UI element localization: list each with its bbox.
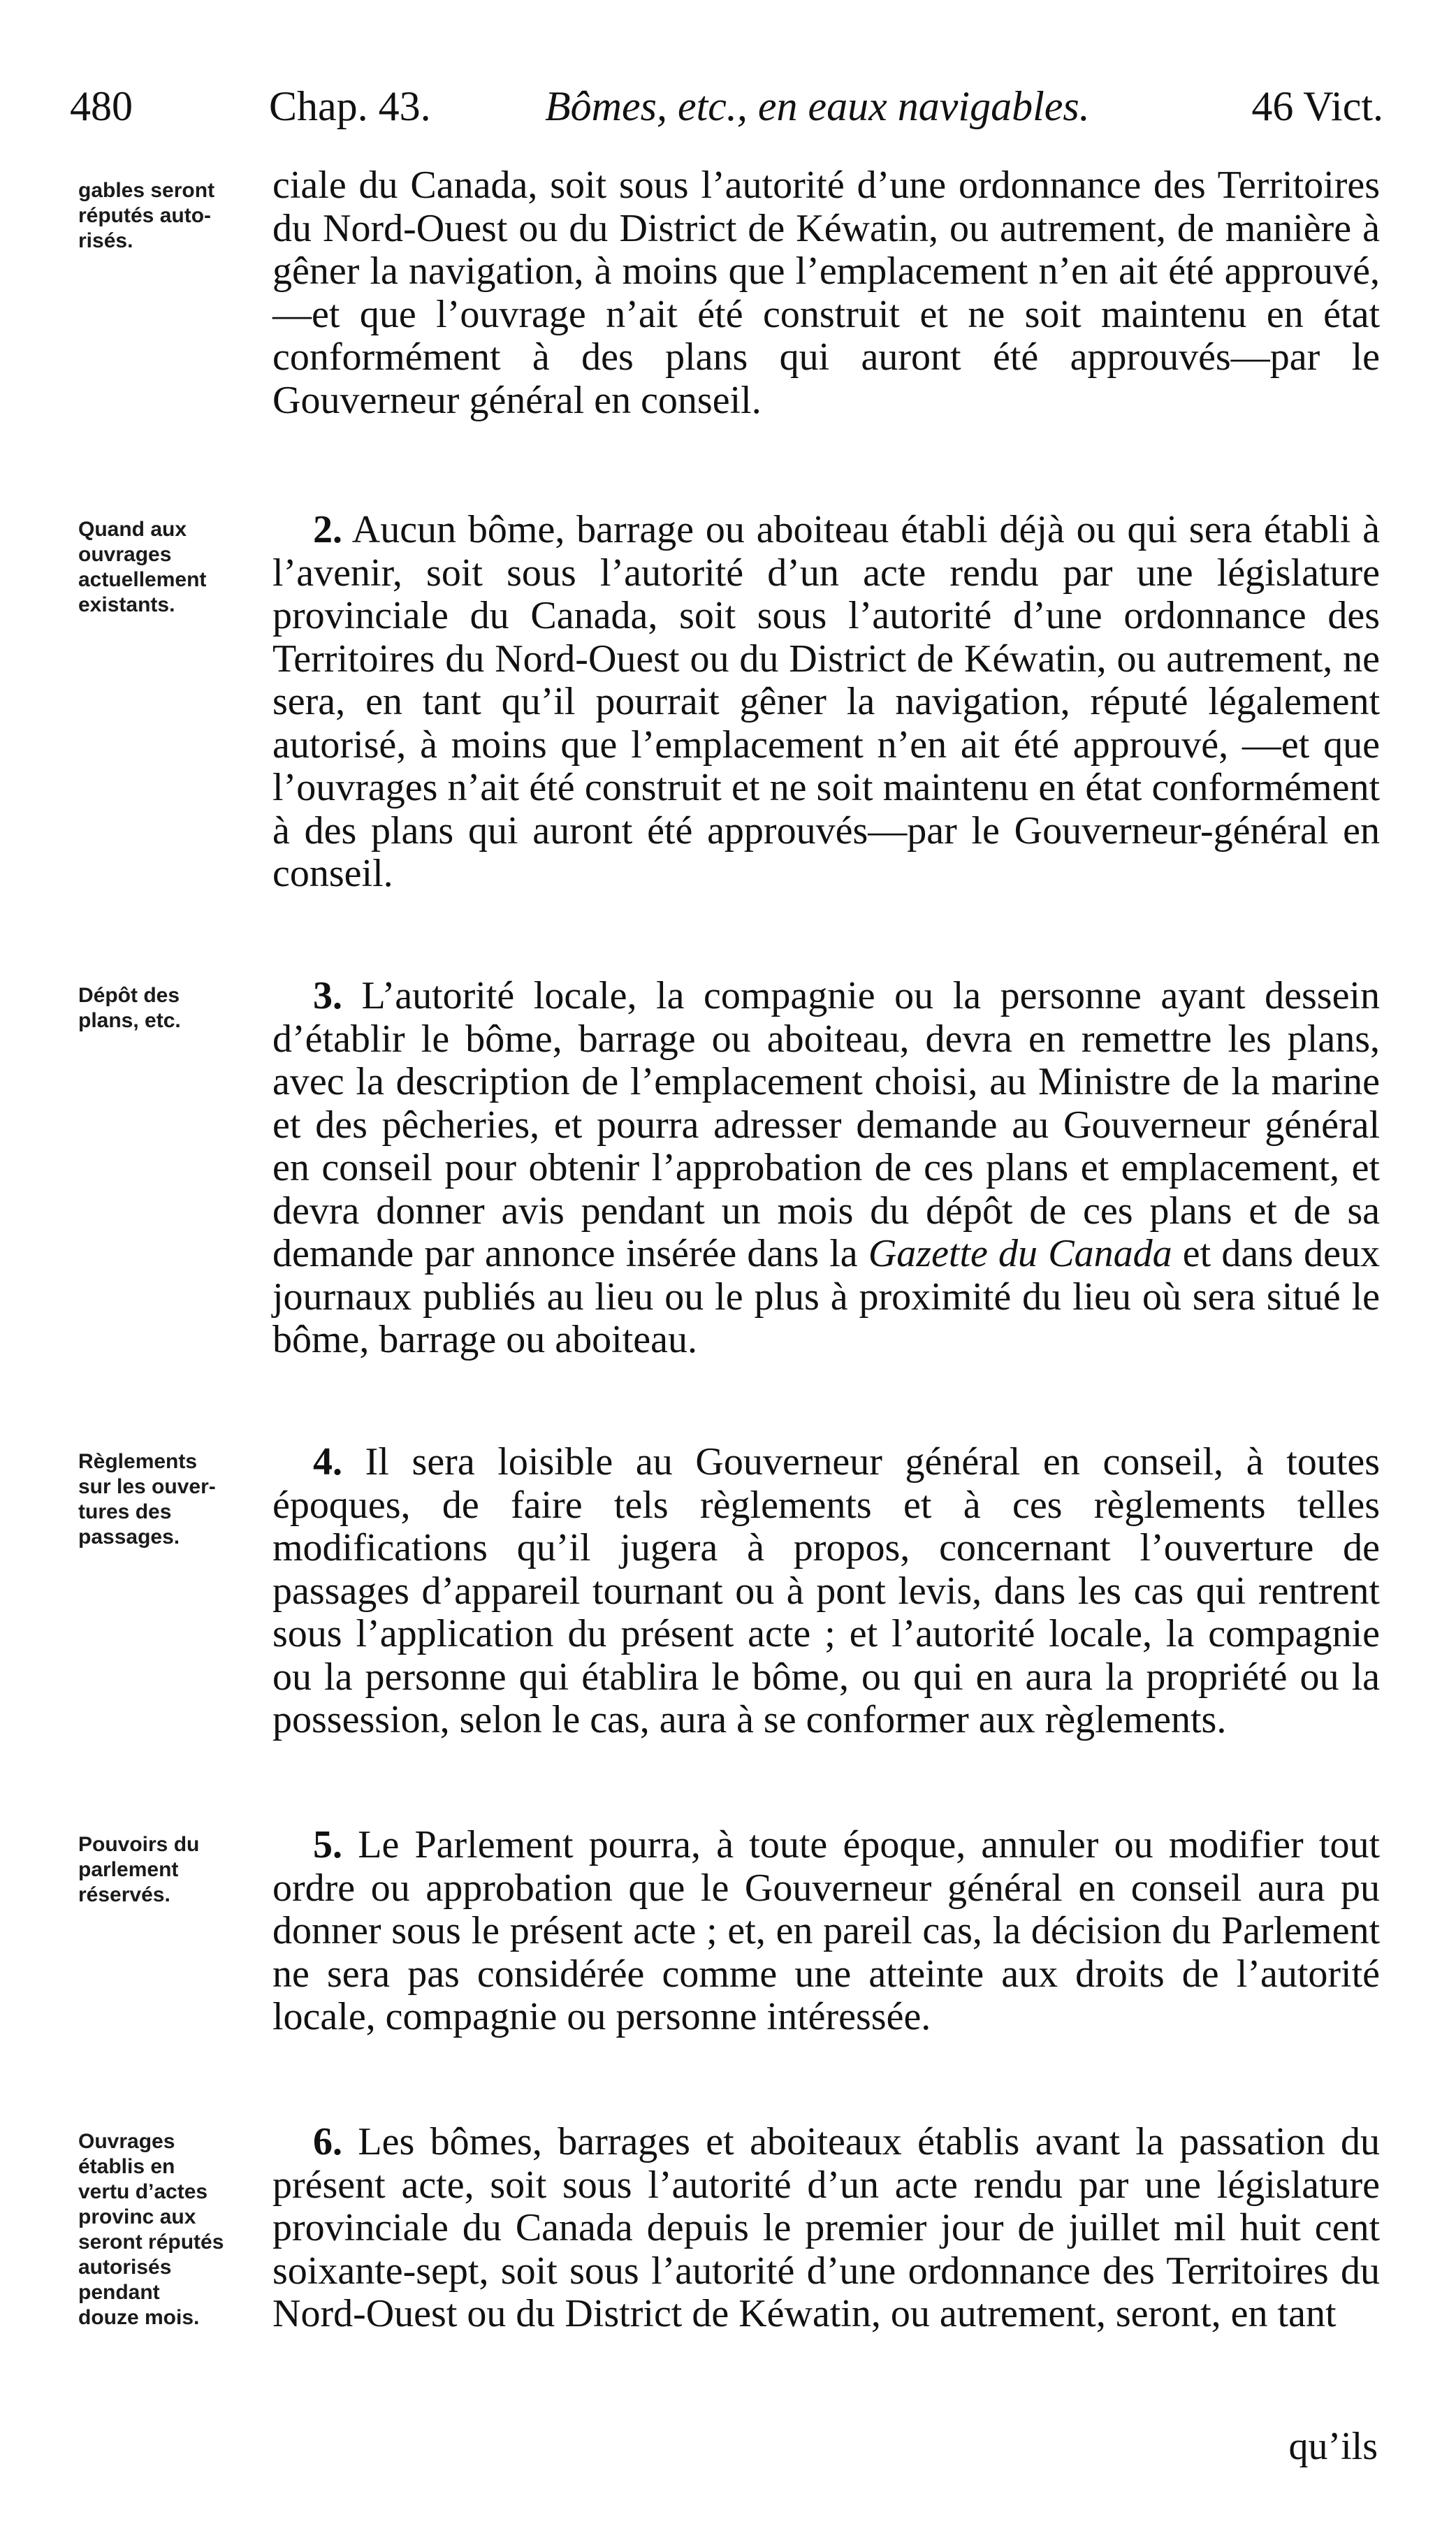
page-number: 480 <box>70 83 133 129</box>
section-number: 2. <box>313 508 342 551</box>
margin-note: Quand aux ouvrages actuellement existants. <box>78 518 207 616</box>
margin-note: Dépôt des plans, etc. <box>78 984 181 1032</box>
margin-note: gables seront réputés auto- risés. <box>78 179 215 252</box>
section-number: 5. <box>313 1823 342 1866</box>
section-text <box>272 164 1380 422</box>
paragraph-text: Le Parlement pourra, à toute époque, annuler ou modifier tout ordre ou approbation que le Gouverneur général en conseil aura pu donner sous le présent acte ; et, en pareil cas, la décision du Parlement ne sera pas considérée comme une atteinte aux droits de l’autorité locale, compagnie ou personne intéressée. <box>272 1823 1380 2038</box>
paragraph-text: Il sera loisible au Gouverneur général en conseil, à toutes époques, de faire tels règlements et à ces règlements telles modifications qu’il jugera à propos, concernant l’ouverture de passages d’appareil tournant ou à pont levis, dans les cas qui rentrent sous l’application du présent acte ; et l’autorité locale, la compagnie ou la personne qui établira le bôme, ou qui en aura la propriété ou la possession, selon le cas, aura à se conformer aux règlements. <box>272 1440 1380 1741</box>
running-title: Bômes, etc., en eaux navigables. <box>545 83 1090 129</box>
margin-note: Ouvrages établis en vertu d’actes provinc aux seront réputés autorisés pendant douze mois. <box>78 2130 224 2329</box>
chapter-label: Chap. 43. <box>269 83 431 129</box>
paragraph-text: L’autorité locale, la compagnie ou la personne ayant dessein d’établir le bôme, barrage ou aboiteau, devra en remettre les plans, avec la description de l’emplacement choisi, au Ministre de la marine et des pêcheries, et pourra adresser demande au Gouverneur général en conseil pour obtenir l’approbation de ces plans et emplacement, et devra donner avis pendant un mois du dépôt de ces plans et de sa demande par annonce insérée dans la <box>272 974 1380 1275</box>
paragraph-text: Les bômes, barrages et aboiteaux établis avant la passation du présent acte, soit sous l’autorité d’un acte rendu par une législature provinciale du Canada depuis le premier jour de juillet mil huit cent soixante-sept, soit sous l’autorité d’une ordonnance des Territoires du Nord-Ouest ou du District de Kéwatin, ou autrement, seront, en tant <box>272 2120 1380 2335</box>
section-text <box>272 975 1380 1362</box>
margin-note: Pouvoirs du parlement réservés. <box>78 1833 200 1906</box>
paragraph-text: ciale du Canada, soit sous l’autorité d’une ordonnance des Territoires du Nord-Ouest ou du District de Kéwatin, ou autrement, de manière à gêner la navigation, à moins que l’emplacement n’en ait été approuvé,—et que l’ouvrage n’ait été construit et ne soit maintenu en état conformément à des plans qui auront été approuvés—par le Gouverneur général en conseil. <box>272 164 1380 422</box>
section-number: 4. <box>313 1440 342 1484</box>
paragraph-text: Aucun bôme, barrage ou aboiteau établi déjà ou qui sera établi à l’avenir, soit sous l’autorité d’un acte rendu par une législature provinciale du Canada, soit sous l’autorité d’une ordonnance des Territoires du Nord-Ouest ou du District de Kéwatin, ou autrement, ne sera, en tant qu’il pourrait gêner la navigation, réputé légalement autorisé, à moins que l’emplacement n’en ait été approuvé, —et que l’ouvrages n’ait été construit et ne soit maintenu en état conformément à des plans qui auront été approuvés—par le Gouverneur-général en conseil. <box>272 508 1380 895</box>
section-text <box>272 1824 1380 2039</box>
paragraph-text-end: et dans deux journaux publiés au lieu ou le plus à proximité du lieu où sera situé le bôme, barrage ou aboiteau. <box>272 1232 1380 1361</box>
margin-note: Règlements sur les ouver- tures des passages. <box>78 1450 216 1549</box>
regnal-year: 46 Vict. <box>1251 83 1383 129</box>
section-text <box>272 1441 1380 1742</box>
catchword: qu’ils <box>1288 2425 1378 2468</box>
section-number: 3. <box>313 974 342 1017</box>
section-number: 6. <box>313 2120 342 2163</box>
section-text <box>272 509 1380 896</box>
section-text <box>272 2121 1380 2336</box>
gazette-title: Gazette du Canada <box>868 1232 1172 1275</box>
running-head <box>70 78 1383 134</box>
